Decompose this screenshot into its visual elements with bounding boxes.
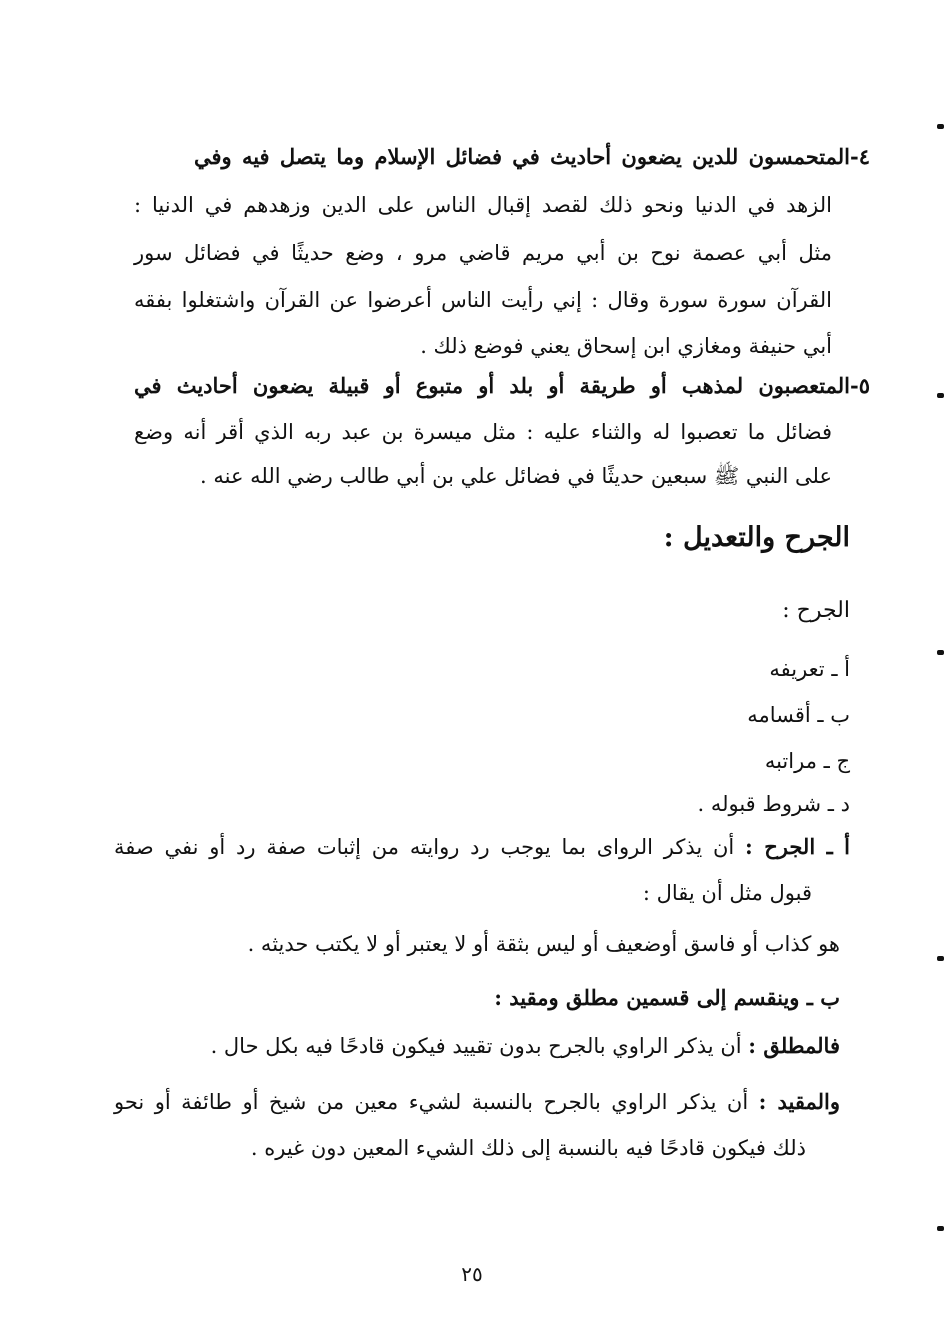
scan-edge-mark <box>937 1226 944 1231</box>
restricted-continuation: ذلك فيكون قادحًا فيه بالنسبة إلى ذلك الشيء المعين دون غيره . <box>250 1136 806 1160</box>
scan-edge-mark <box>937 956 944 961</box>
section-4-line-3: القرآن سورة سورة وقال : إني رأيت الناس أعرضوا عن القرآن واشتغلوا بفقه <box>134 288 832 312</box>
section-4-lead: المتحمسون للدين يضعون أحاديث في فضائل الإسلام وما يتصل فيه وفي <box>194 144 850 169</box>
section-4-number: ٤- <box>850 144 870 169</box>
definition-text: أن يذكر الرواى بما يوجب رد روايته من إثبات صفة رد أو نفي صفة <box>114 835 735 859</box>
restricted-line <box>114 1087 840 1117</box>
section-5-line-2: على النبي ﷺ سبعين حديثًا في فضائل علي بن أبي طالب رضي الله عنه . <box>200 464 832 488</box>
scan-edge-mark <box>937 650 944 655</box>
section-4-first-line <box>194 142 870 172</box>
division-line: ب ـ وينقسم إلى قسمين مطلق ومقيد : <box>494 985 840 1010</box>
list-item-c: ج ـ مراتبه <box>764 749 850 773</box>
examples-line: هو كذاب أو فاسق أوضعيف أو ليس بثقة أو لا يعتبر أو لا يكتب حديثه . <box>247 932 840 956</box>
absolute-label: فالمطلق : <box>748 1033 840 1058</box>
definition-continuation: قبول مثل أن يقال : <box>642 881 812 905</box>
definition-label: أ ـ الجرح : <box>745 834 850 859</box>
section-5-line-1: فضائل ما تعصبوا له والثناء عليه : مثل ميسرة بن عبد ربه الذي أقر أنه وضع <box>134 420 832 444</box>
page-number: ٢٥ <box>461 1262 483 1286</box>
section-heading: الجرح والتعديل : <box>663 522 850 553</box>
restricted-label: والمقيد : <box>758 1089 840 1114</box>
section-4-line-1: الزهد في الدنيا ونحو ذلك لقصد إقبال الناس على الدين وزهدهم في الدنيا : <box>134 193 832 217</box>
restricted-text: أن يذكر الراوي بالجرح بالنسبة لشيء معين من شيخ أو طائفة أو نحو <box>114 1090 749 1114</box>
section-4-line-2: مثل أبي عصمة نوح بن أبي مريم قاضي مرو ، وضع حديثًا في فضائل سور <box>134 241 832 265</box>
scan-edge-mark <box>937 124 944 129</box>
list-item-d: د ـ شروط قبوله . <box>697 792 850 816</box>
absolute-text: أن يذكر الراوي بالجرح بدون تقييد فيكون قادحًا فيه بكل حال . <box>210 1034 742 1058</box>
section-5-lead: المتعصبون لمذهب أو طريقة أو بلد أو متبوع أو قبيلة يضعون أحاديث في <box>134 373 850 398</box>
section-5-number: ٥- <box>850 373 870 398</box>
section-4-line-4: أبي حنيفة ومغازي ابن إسحاق يعني فوضع ذلك . <box>420 334 832 358</box>
list-item-a: أ ـ تعريفه <box>769 657 850 681</box>
list-item-b: ب ـ أقسامه <box>747 703 850 727</box>
scan-edge-mark <box>937 393 944 398</box>
section-5-first-line <box>134 371 870 401</box>
absolute-line <box>211 1031 840 1061</box>
definition-line <box>114 832 850 862</box>
subheading: الجرح : <box>782 598 850 623</box>
